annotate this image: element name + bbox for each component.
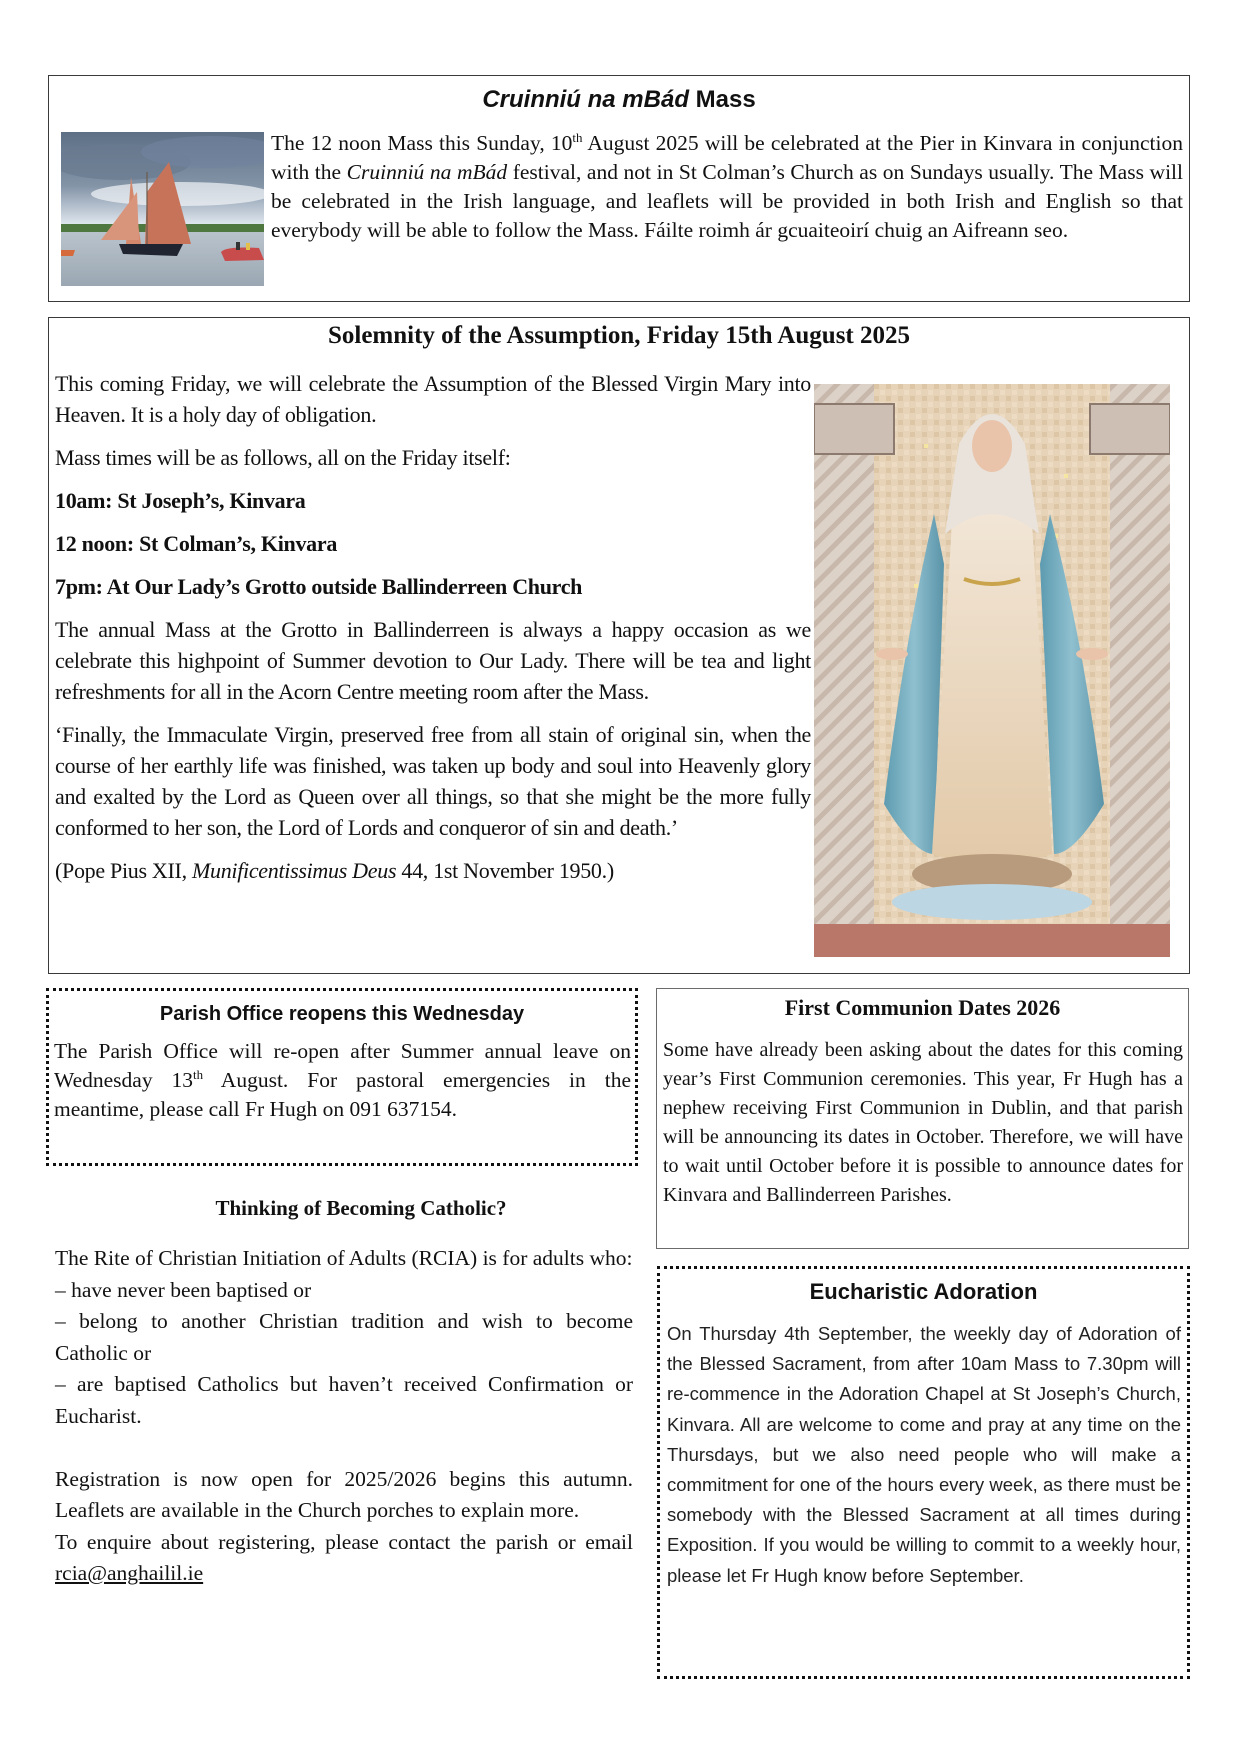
- grotto-paragraph: The annual Mass at the Grotto in Ballinderreen is always a happy occasion as we celebrate this highpoint of Summer devotion to Our Lady. There will be tea and light refreshments for all in the Acorn Centre meeting room after the Mass.: [55, 617, 811, 704]
- parish-office-body: [54, 1037, 631, 1124]
- cruinniu-title: [49, 86, 1189, 114]
- first-communion-notice: [656, 988, 1189, 1249]
- cruinniu-title-rest: Mass: [688, 86, 756, 113]
- office-body-part: August. For pastoral emergencies in the meantime, please call Fr Hugh on 091 637154.: [54, 1068, 631, 1121]
- cruinniu-body-part: August 2025 will be celebrated at the Pier in Kinvara in conjunction with the: [271, 131, 1183, 184]
- rcia-registration: Registration is now open for 2025/2026 begins this autumn. Leaflets are available in the Church porches to explain more.: [55, 1466, 633, 1522]
- festival-name: Cruinniú na mBád: [346, 160, 508, 184]
- mass-time-item: [55, 571, 811, 602]
- assumption-text-column: [55, 368, 811, 898]
- sailboat-image: [61, 132, 264, 286]
- first-communion-body: Some have already been asking about the dates for this coming year’s First Communion ceremonies. This year, Fr Hugh has a nephew receiving First Communion in Dublin, and that parish will be announcing its dates in October. Therefore, we will have to wait until October before it is possible to announce dates for Kinvara and Ballinderreen Parishes.: [663, 1039, 1183, 1206]
- ordinal-suffix: th: [193, 1067, 204, 1082]
- ordinal-suffix: th: [572, 130, 583, 145]
- rcia-criterion: – belong to another Christian tradition and wish to become Catholic or: [55, 1309, 633, 1365]
- papal-quote: ‘Finally, the Immaculate Virgin, preserved free from all stain of original sin, when the course of her earthly life was finished, was taken up body and soul into Heavenly glory and exalted by the Lord as Queen over all things, so that she might be the more fully conformed to her son, the Lord of Lords and conqueror of sin and death.’: [55, 722, 811, 840]
- mass-times-intro: Mass times will be as follows, all on the Friday itself:: [55, 445, 511, 470]
- mass-time-label: 7pm: At Our Lady’s Grotto outside Ballinderreen Church: [55, 574, 583, 599]
- rcia-enquire-text: To enquire about registering, please contact the parish or email: [55, 1529, 633, 1554]
- rcia-criterion: – have never been baptised or: [55, 1277, 312, 1302]
- quote-citation: [55, 855, 811, 886]
- citation-part: (Pope Pius XII,: [55, 858, 192, 883]
- mass-time-item: [55, 485, 811, 516]
- adoration-body: On Thursday 4th September, the weekly day of Adoration of the Blessed Sacrament, from after 10am Mass to 7.30pm will re-commence in the Adoration Chapel at St Joseph’s Church, Kinvara. All are welcome to come and pray at any time on the Thursdays, but we also need people who will make a commitment for one of the hours every week, as there must be somebody with the Blessed Sacrament at all times during Exposition. If you would be willing to commit to a weekly hour, please let Fr Hugh know before September.: [667, 1323, 1181, 1586]
- adoration-title: Eucharistic Adoration: [809, 1279, 1038, 1304]
- rcia-enquire: [55, 1527, 633, 1590]
- assumption-intro: This coming Friday, we will celebrate the Assumption of the Blessed Virgin Mary into Heaven. It is a holy day of obligation.: [55, 371, 811, 427]
- cruinniu-mass-notice: [48, 75, 1190, 302]
- rcia-title: Thinking of Becoming Catholic?: [215, 1196, 507, 1220]
- rcia-criterion: – are baptised Catholics but haven’t received Confirmation or Eucharist.: [55, 1372, 633, 1428]
- rcia-section: [55, 1196, 633, 1590]
- parish-office-title: Parish Office reopens this Wednesday: [159, 1003, 525, 1025]
- citation-part: 44, 1st November 1950.): [396, 858, 614, 883]
- office-body-part: The Parish Office will re-open after Summer annual leave on Wednesday 13: [54, 1039, 631, 1092]
- mass-time-item: [55, 528, 811, 559]
- rcia-body: [55, 1243, 633, 1590]
- citation-document-title: Munificentissimus Deus: [191, 858, 397, 883]
- assumption-title: Solemnity of the Assumption, Friday 15th August 2025: [327, 322, 911, 349]
- cruinniu-body-part: The 12 noon Mass this Sunday, 10: [271, 131, 573, 155]
- first-communion-title: First Communion Dates 2026: [784, 995, 1061, 1020]
- cruinniu-body: [271, 129, 1183, 245]
- eucharistic-adoration-notice: [657, 1266, 1190, 1679]
- assumption-notice: [48, 317, 1190, 974]
- spacer: [55, 1432, 633, 1464]
- rcia-email-link[interactable]: rcia@anghailil.ie: [55, 1561, 204, 1585]
- parish-office-notice: [46, 988, 638, 1166]
- cruinniu-body-part: festival, and not in St Colman’s Church as on Sundays usually. The Mass will be celebrated in the Irish language, and leaflets will be provided in both Irish and English so that everybody will be able to follow the Mass. Fáilte roimh ár gcuaiteoirí chuig an Aifreann seo.: [271, 160, 1183, 242]
- mass-time-label: 10am: St Joseph’s, Kinvara: [55, 488, 306, 513]
- virgin-mary-statue-image: [814, 384, 1170, 957]
- cruinniu-title-italic: Cruinniú na mBád: [482, 86, 689, 113]
- rcia-intro: The Rite of Christian Initiation of Adults (RCIA) is for adults who:: [55, 1246, 633, 1270]
- mass-time-label: 12 noon: St Colman’s, Kinvara: [55, 531, 338, 556]
